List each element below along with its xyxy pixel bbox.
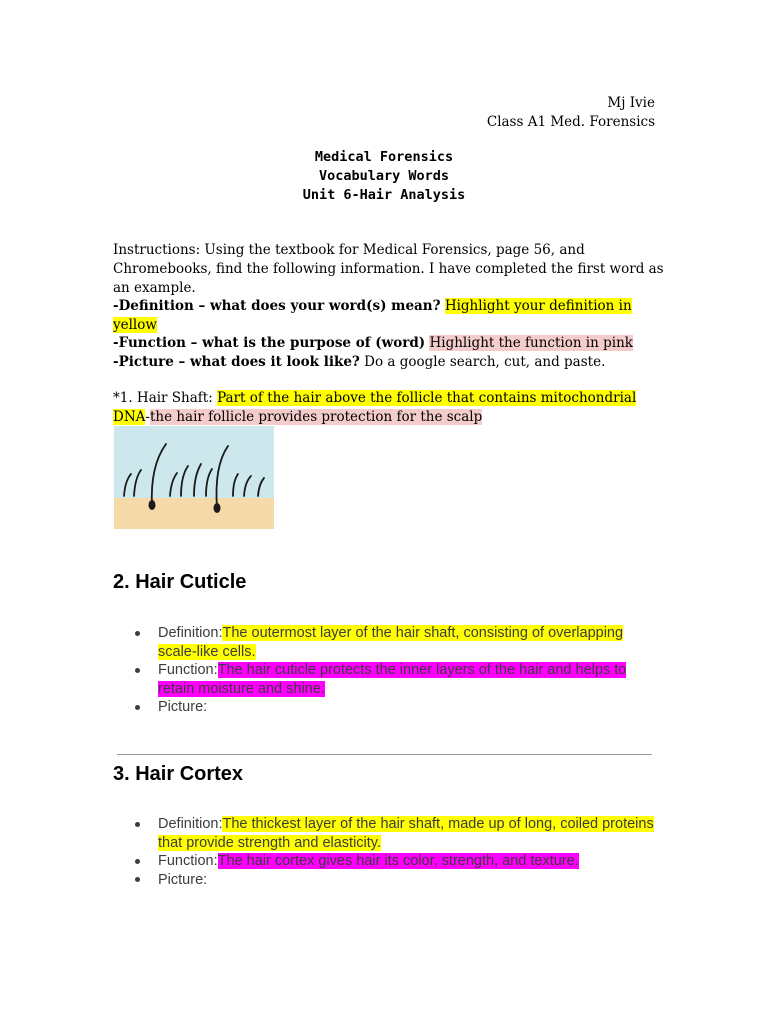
example-term: *1. Hair Shaft: (113, 390, 213, 406)
section-heading-hair-cuticle: 2. Hair Cuticle (113, 571, 247, 593)
section-divider (117, 754, 652, 755)
section-heading-hair-cortex: 3. Hair Cortex (113, 763, 244, 785)
list-item-picture (133, 871, 658, 890)
legend-picture (113, 353, 673, 372)
legend-function-label: -Function – what is the purpose of (word) (113, 335, 426, 351)
list-item-picture (133, 698, 658, 717)
instructions-legend (113, 297, 673, 371)
bullet-icon (135, 877, 140, 882)
student-name: Mj Ivie (607, 95, 655, 111)
document-title (0, 148, 768, 205)
title-line-1: Medical Forensics (314, 149, 454, 165)
legend-function (113, 334, 673, 353)
hair-shaft-illustration (114, 426, 274, 529)
example-definition: Part of the hair above the follicle that contains mitochondrial DNA (113, 390, 637, 425)
list-item-definition (133, 624, 658, 661)
list-item-function (133, 661, 658, 698)
hair-bulb (214, 503, 221, 513)
bullet-icon (135, 631, 140, 636)
hair-bulb (149, 500, 156, 510)
legend-function-hint: Highlight the function in pink (429, 335, 633, 351)
legend-definition-hint: Highlight your definition in yellow (113, 298, 632, 333)
instructions-text: Instructions: Using the textbook for Medical Forensics, page 56, and Chromebooks, find the following information. I have completed the first word as an example. (113, 242, 664, 296)
definition-label: Definition: (158, 625, 223, 641)
bullet-icon (135, 705, 140, 710)
image-skin (114, 498, 274, 529)
bullet-icon (135, 668, 140, 673)
function-text: The hair cortex gives hair its color, strength, and texture. (217, 853, 579, 869)
definition-text: The thickest layer of the hair shaft, made up of long, coiled proteins that provide strength and elasticity. (158, 816, 654, 851)
bullet-icon (135, 859, 140, 864)
legend-definition-label: -Definition – what does your word(s) mean? (113, 298, 441, 314)
function-text: The hair cuticle protects the inner layers of the hair and helps to retain moisture and shine. (158, 662, 627, 697)
example-separator: - (145, 409, 150, 425)
legend-picture-label: -Picture – what does it look like? (113, 353, 360, 370)
title-line-3: Unit 6-Hair Analysis (302, 187, 466, 203)
picture-label: Picture: (158, 871, 208, 888)
bullet-icon (135, 822, 140, 827)
class-line: Class A1 Med. Forensics (486, 114, 655, 130)
section-list-hair-cortex (133, 815, 658, 889)
function-label: Function: (158, 853, 218, 869)
list-item-function (133, 852, 658, 871)
example-function: the hair follicle provides protection for the scalp (149, 409, 483, 425)
example-entry (113, 389, 673, 427)
definition-label: Definition: (158, 816, 223, 832)
legend-definition (113, 297, 673, 334)
picture-label: Picture: (158, 699, 208, 715)
title-line-2: Vocabulary Words (318, 168, 450, 184)
definition-text: The outermost layer of the hair shaft, consisting of overlapping scale-like cells. (158, 625, 624, 660)
student-info (487, 94, 655, 132)
legend-picture-hint: Do a google search, cut, and paste. (364, 353, 606, 370)
list-item-definition (133, 815, 658, 852)
function-label: Function: (158, 662, 218, 678)
section-list-hair-cuticle (133, 624, 658, 717)
